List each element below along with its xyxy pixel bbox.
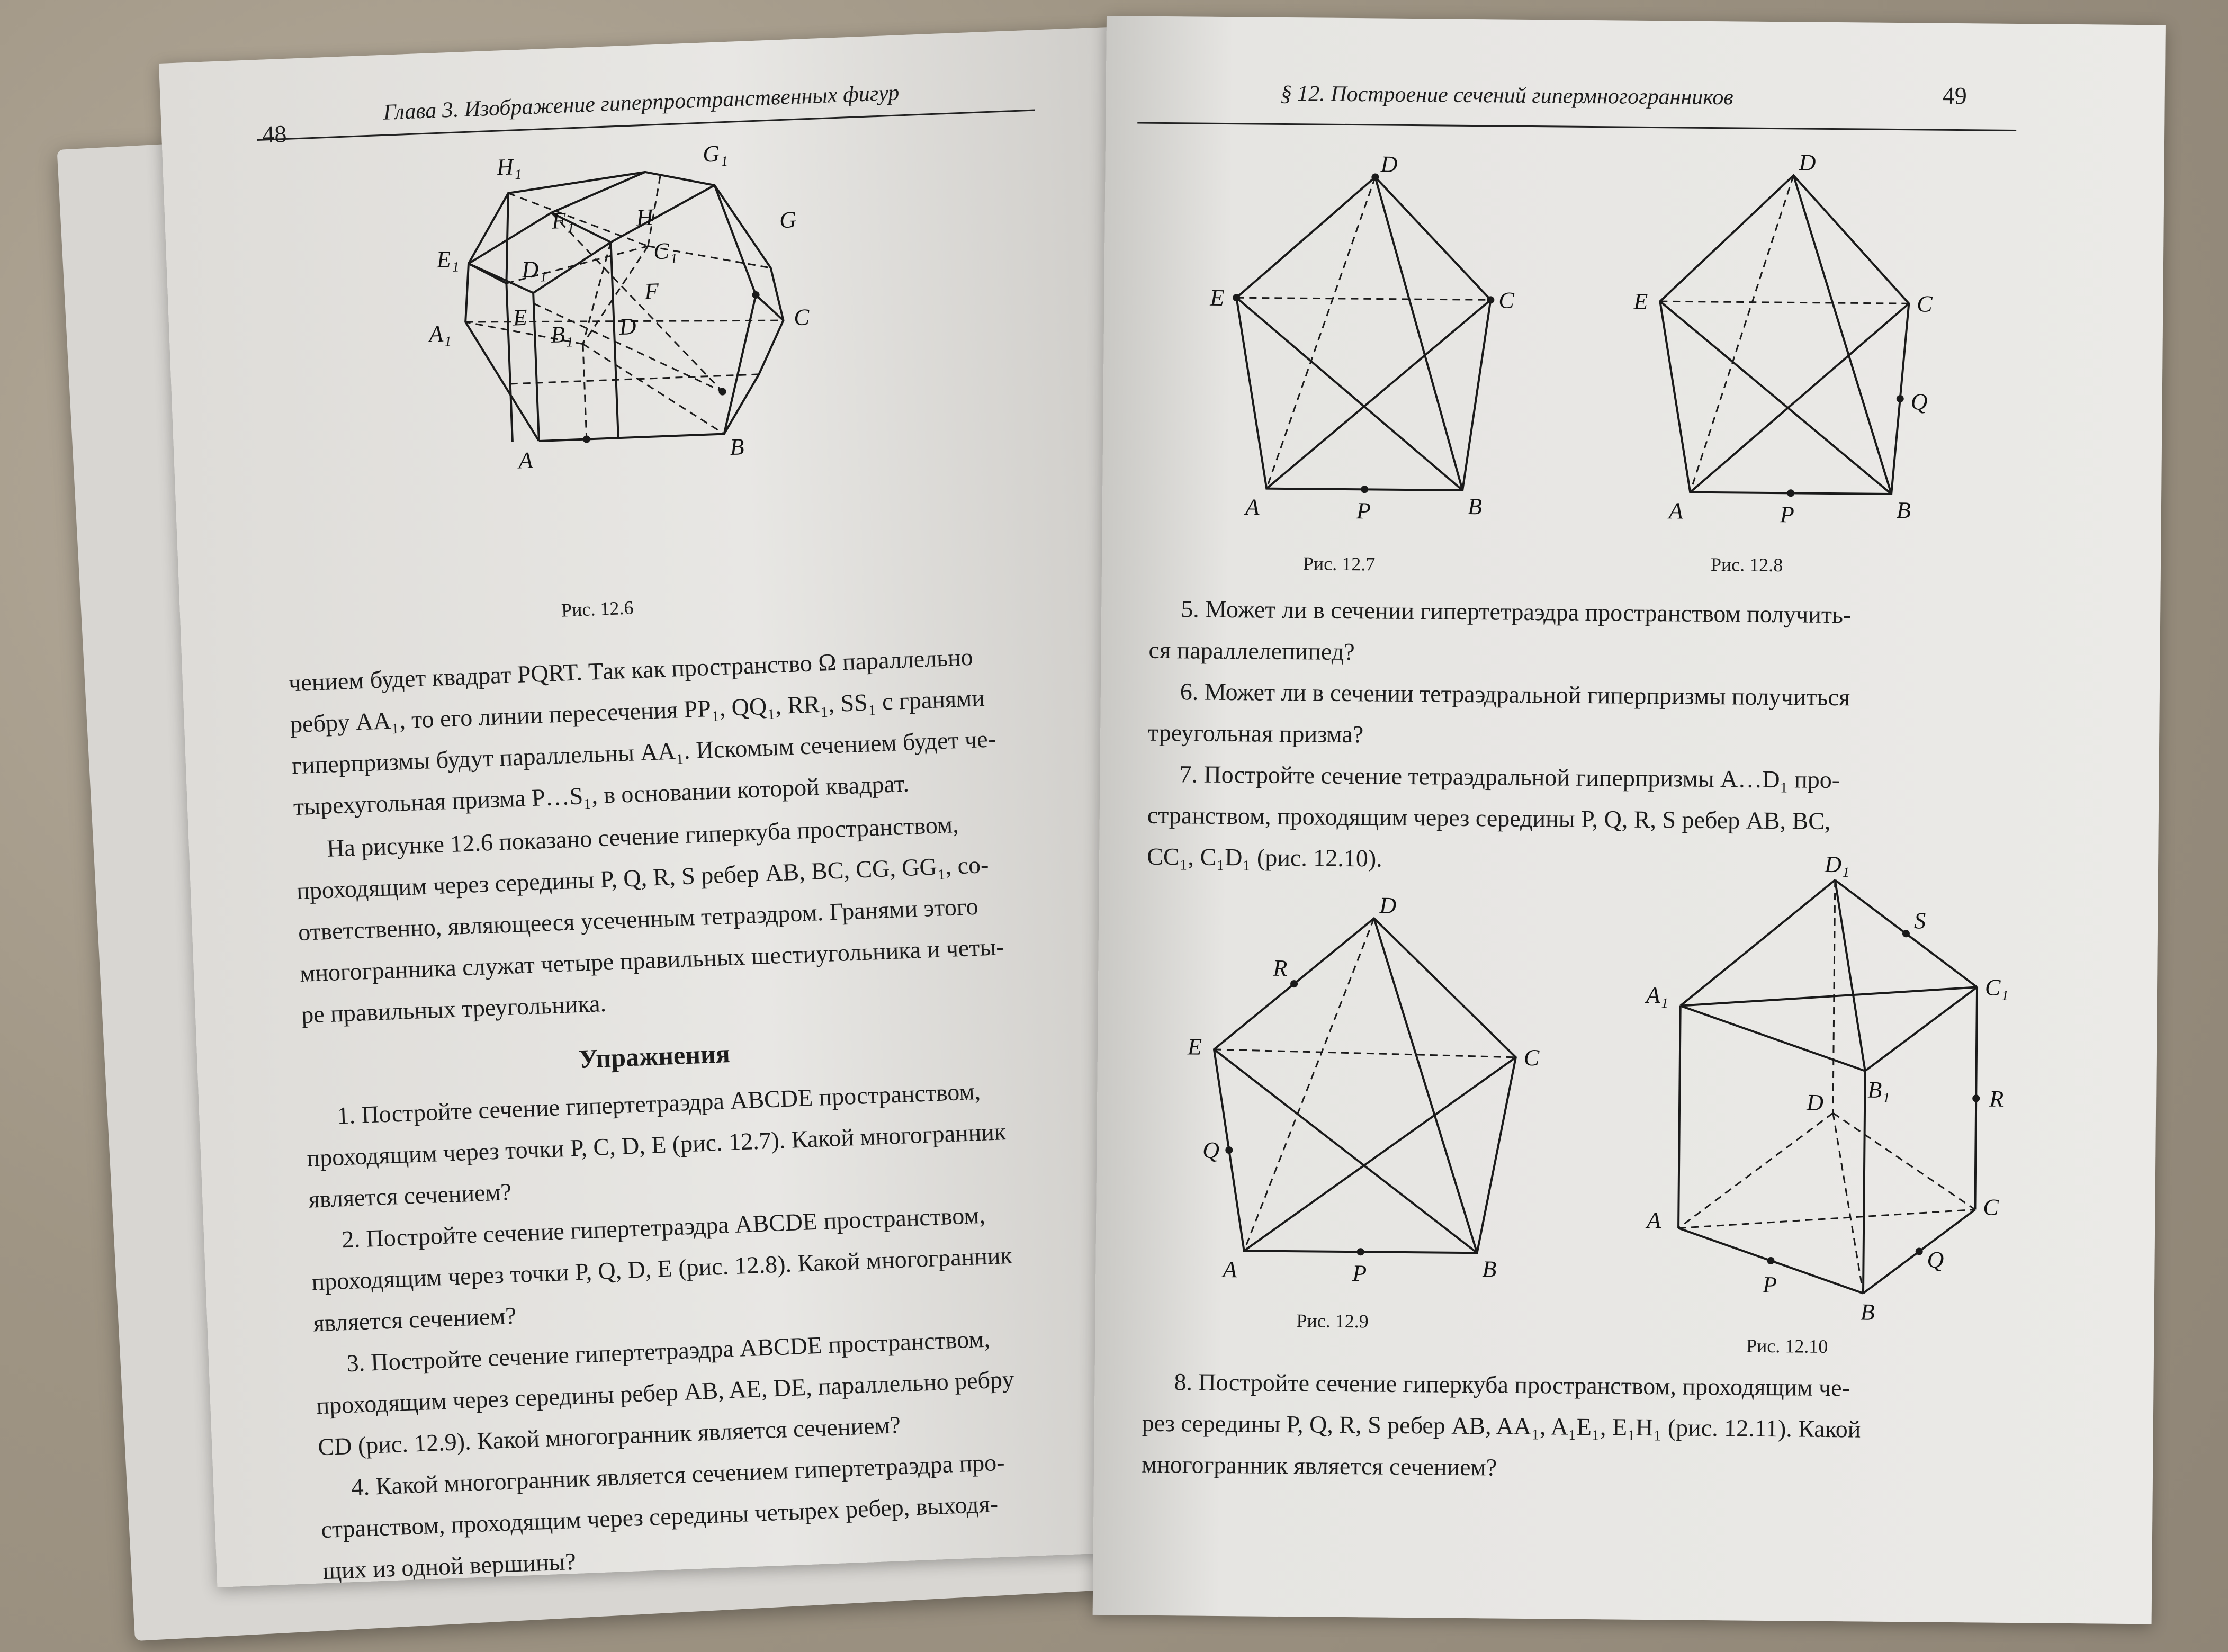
- point-marker: [1897, 395, 1904, 402]
- text-line: проходящим через точки P, C, D, E (рис. 12.7). Какой многогранник: [306, 1118, 1007, 1172]
- paragraph-2: [294, 800, 1075, 1036]
- text-line: щих из одной вершины?: [322, 1547, 577, 1585]
- fig-label: P: [1352, 1260, 1367, 1287]
- figure-caption: Рис. 12.6: [561, 597, 634, 621]
- page-number: 48: [262, 120, 288, 148]
- fig-label: Q: [1910, 389, 1928, 415]
- text-line: является сечением?: [308, 1178, 512, 1213]
- text-line: ся параллелепипед?: [1148, 636, 1355, 666]
- text-line: 7. Постройте сечение тетраэдральной гиперпризмы A…D₁ про-: [1179, 760, 1840, 794]
- text-line: странством, проходящим через середины четырех ребер, выходя-: [320, 1490, 999, 1543]
- text-line: проходящим через середины ребер AB, AE, DE, параллельно ребру: [316, 1365, 1015, 1420]
- point-marker: [1787, 489, 1794, 497]
- fig-label: C: [1983, 1194, 1999, 1220]
- fig-label: D₁: [521, 256, 547, 283]
- left-page: [159, 27, 1170, 1587]
- fig-label: E: [1187, 1034, 1202, 1060]
- figure-caption: Рис. 12.10: [1746, 1335, 1828, 1357]
- exercise-8: [1142, 1361, 2069, 1493]
- exercises-top: [1147, 588, 2050, 885]
- fig-label: B: [729, 434, 745, 461]
- fig-label: D: [618, 313, 637, 340]
- point-marker: [1361, 486, 1368, 493]
- text-line: 1. Постройте сечение гипертетраэдра ABCDE пространством,: [336, 1077, 981, 1129]
- figure-12-8: [1610, 149, 1984, 537]
- point-marker: [1902, 930, 1910, 937]
- point-marker: [1233, 294, 1240, 301]
- header-rule: [1137, 122, 2016, 131]
- text-line: CC₁, C₁D₁ (рис. 12.10).: [1146, 842, 1382, 872]
- exercise-5: [1148, 588, 2049, 679]
- fig-label: B₁: [550, 321, 574, 348]
- fig-label: Q: [1202, 1137, 1220, 1163]
- point-marker: [583, 435, 591, 443]
- fig-label: A: [1223, 1256, 1237, 1283]
- point-marker: [1290, 980, 1298, 987]
- page-number: 49: [1942, 82, 1967, 110]
- fig-label: C₁: [653, 237, 678, 265]
- fig-label: F₁: [551, 207, 575, 234]
- fig-label: D: [1380, 151, 1398, 177]
- fig-label: D: [1806, 1089, 1824, 1116]
- fig-label: D: [1379, 892, 1397, 919]
- fig-label: H: [635, 204, 654, 231]
- fig-label: D₁: [1824, 851, 1850, 878]
- fig-label: A: [1646, 1207, 1661, 1234]
- text-line: 4. Какой многогранник является сечением гипертетраэдра про-: [351, 1448, 1005, 1501]
- fig-label: D: [1799, 149, 1816, 176]
- point-marker: [1357, 1248, 1364, 1255]
- fig-label: B₁: [1867, 1076, 1890, 1103]
- figure-caption: Рис. 12.7: [1302, 553, 1376, 575]
- running-head: § 12. Построение сечений гипермногогранников: [1280, 81, 1733, 110]
- figure-12-6-hidden-edges: [460, 167, 788, 444]
- fig-label: R: [1989, 1085, 2004, 1112]
- fig-label: B: [1860, 1299, 1875, 1325]
- point-marker: [1972, 1094, 1980, 1102]
- figure-12-9: [1149, 885, 1555, 1287]
- point-marker: [1916, 1247, 1923, 1255]
- fig-label: C₁: [1984, 974, 2009, 1001]
- point-marker: [1371, 173, 1379, 181]
- fig-label: C: [1498, 287, 1514, 313]
- text-line: треугольная призма?: [1147, 719, 1364, 748]
- text-line: многогранника служат четыре правильных шестиугольника и четы-: [299, 932, 1005, 987]
- fig-label: B: [1467, 493, 1483, 520]
- point-marker: [1487, 296, 1494, 303]
- text-line: рез середины P, Q, R, S ребер AB, AA₁, A₁E₁, E₁H₁ (рис. 12.11). Какой: [1142, 1409, 1861, 1443]
- text-line: многогранник является сечением?: [1141, 1450, 1497, 1481]
- text-line: 2. Постройте сечение гипертетраэдра ABCDE пространством,: [341, 1201, 986, 1253]
- text-line: проходящим через середины P, Q, R, S ребер AB, BC, CG, GG₁, со-: [296, 850, 990, 905]
- text-line: На рисунке 12.6 показано сечение гиперкуба пространством,: [326, 811, 959, 862]
- fig-label: P: [1762, 1271, 1777, 1298]
- fig-label: P: [1356, 498, 1371, 524]
- paragraph-1: [288, 633, 1067, 828]
- fig-label: A: [1668, 498, 1683, 524]
- fig-label: C: [1917, 291, 1933, 317]
- text-line: гиперпризмы будут параллельны AA₁. Искомым сечением будет че-: [291, 725, 996, 779]
- fig-label: C: [1523, 1044, 1540, 1071]
- fig-label: G₁: [702, 140, 729, 167]
- fig-label: P: [1780, 501, 1794, 528]
- fig-label: H₁: [496, 153, 522, 181]
- fig-label: Q: [1927, 1246, 1944, 1273]
- text-line: CD (рис. 12.9). Какой многогранник является сечением?: [317, 1411, 901, 1461]
- point-marker: [1767, 1257, 1774, 1264]
- figure-caption: Рис. 12.8: [1710, 553, 1783, 576]
- text-line: 8. Постройте сечение гиперкуба пространством, проходящим че-: [1174, 1368, 1850, 1402]
- fig-label: E: [1633, 288, 1648, 315]
- figure-12-10: [1582, 846, 2020, 1326]
- fig-label: E₁: [436, 246, 460, 273]
- fig-label: C: [793, 304, 810, 331]
- text-line: ре правильных треугольника.: [301, 989, 607, 1028]
- running-head: Глава 3. Изображение гиперпространственных фигур: [382, 80, 900, 125]
- fig-label: R: [1273, 955, 1288, 982]
- fig-label: A₁: [1646, 982, 1669, 1009]
- figure-12-6: [417, 131, 910, 583]
- fig-label: A₁: [428, 320, 452, 347]
- fig-label: S: [1913, 908, 1926, 934]
- fig-label: A: [518, 447, 534, 474]
- text-line: проходящим через точки P, Q, D, E (рис. 12.8). Какой многогранник: [311, 1241, 1013, 1296]
- text-line: является сечением?: [312, 1301, 517, 1337]
- fig-label: G: [779, 206, 797, 234]
- fig-label: A: [1245, 494, 1260, 520]
- text-line: ответственно, являющееся усеченным тетраэдром. Гранями этого: [298, 892, 979, 946]
- figure-caption: Рис. 12.9: [1296, 1310, 1369, 1332]
- fig-label: E: [512, 304, 528, 331]
- exercise-6: [1148, 671, 2049, 761]
- fig-label: B: [1896, 497, 1911, 524]
- exercises-list: [304, 1066, 1101, 1587]
- fig-label: B: [1482, 1256, 1497, 1282]
- figure-12-6-solid-edges: [460, 167, 788, 444]
- right-page: [1093, 16, 2166, 1624]
- text-line: чением будет квадрат PQRT. Так как пространство Ω параллельно: [288, 643, 974, 697]
- fig-label: F: [644, 278, 660, 305]
- point-marker: [1225, 1146, 1233, 1154]
- text-line: странством, проходящим через середины P, Q, R, S ребер AB, BC,: [1147, 801, 1831, 834]
- fig-label: E: [1210, 284, 1225, 311]
- text-line: тырехугольная призма P…S₁, в основании которой квадрат.: [293, 769, 910, 821]
- text-line: 3. Постройте сечение гипертетраэдра ABCDE пространством,: [346, 1325, 991, 1377]
- text-line: 5. Может ли в сечении гипертетраэдра пространством получить-: [1181, 595, 1852, 629]
- text-line: ребру AA₁, то его линии пересечения PP₁, QQ₁, RR₁, SS₁ с гранями: [290, 684, 985, 738]
- text-line: 6. Может ли в сечении тетраэдральной гиперпризмы получиться: [1180, 678, 1850, 711]
- section-title: Упражнения: [578, 1038, 731, 1074]
- figure-12-7: [1171, 151, 1545, 533]
